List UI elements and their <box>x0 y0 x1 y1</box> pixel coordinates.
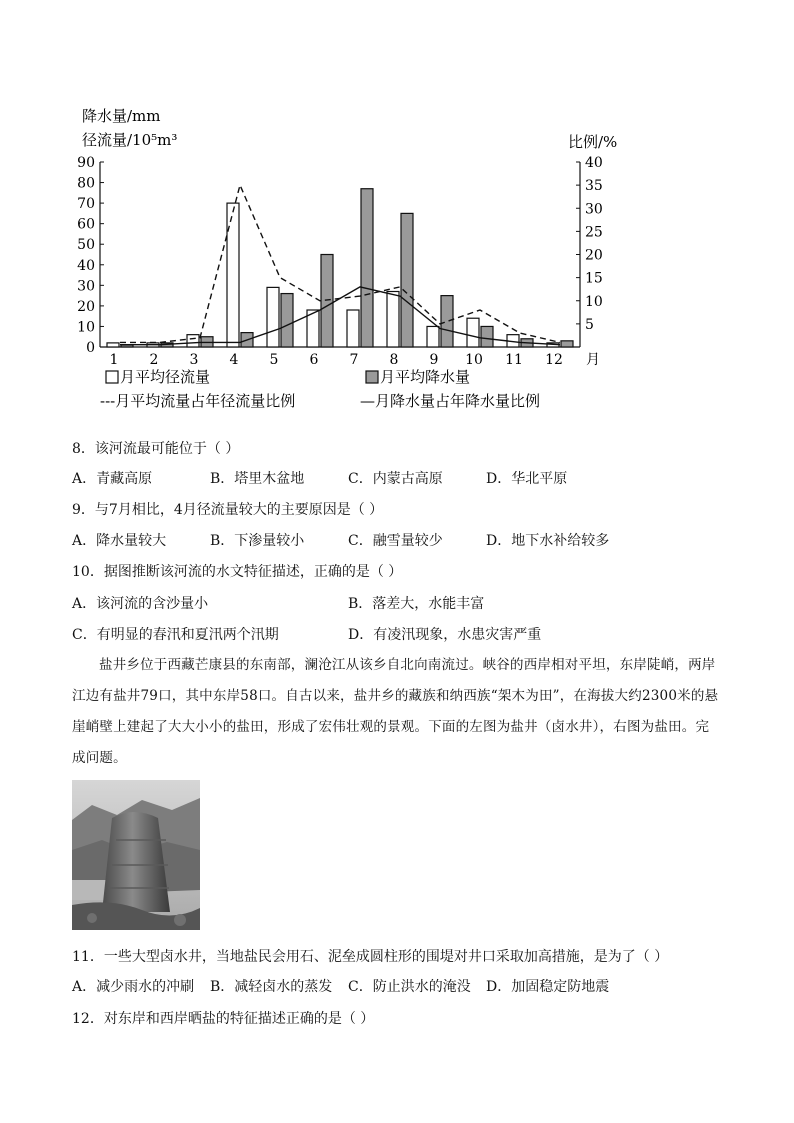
legend-hollow-bar-label: 月平均径流量 <box>120 368 211 386</box>
runoff-bar <box>107 343 119 347</box>
q11-option-a[interactable]: A．减少雨水的冲刷 <box>72 979 195 995</box>
runoff-ratio-line <box>120 185 560 342</box>
runoff-bar <box>467 318 479 347</box>
q8-option-c[interactable]: C．内蒙古高原 <box>348 471 443 487</box>
q9-option-a[interactable]: A．降水量较大 <box>72 533 167 549</box>
question-8-stem: 8．该河流最可能位于（ ） <box>72 441 240 457</box>
right-tick-label: 30 <box>585 201 603 218</box>
q8-option-b[interactable]: B．塔里木盆地 <box>210 471 305 487</box>
question-10-stem: 10．据图推断该河流的水文特征描述，正确的是（ ） <box>72 564 403 580</box>
x-tick-label: 5 <box>269 352 279 368</box>
right-tick-label: 35 <box>585 178 603 195</box>
q9-option-d[interactable]: D．地下水补给较多 <box>486 533 610 549</box>
q9-option-c[interactable]: C．融雪量较少 <box>348 533 443 549</box>
right-tick-label: 5 <box>585 316 594 333</box>
salt-well-photo <box>72 780 200 930</box>
precip-bar <box>401 213 413 347</box>
q11-option-b[interactable]: B．减轻卤水的蒸发 <box>210 979 333 995</box>
right-tick-label: 25 <box>585 224 603 241</box>
right-tick-label: 15 <box>585 270 603 287</box>
left-tick-label: 90 <box>77 155 95 171</box>
question-9-stem: 9．与7月相比，4月径流量较大的主要原因是（ ） <box>72 502 384 518</box>
q10-option-b[interactable]: B．落差大，水能丰富 <box>348 596 485 612</box>
runoff-bar <box>427 326 439 347</box>
precip-bar <box>481 326 493 347</box>
x-tick-label: 10 <box>465 352 483 368</box>
q9-option-b[interactable]: B．下渗量较小 <box>210 533 305 549</box>
right-tick-label: 10 <box>585 293 603 310</box>
x-tick-label: 11 <box>505 352 523 368</box>
q10-option-d[interactable]: D．有凌汛现象，水患灾害严重 <box>348 627 542 643</box>
legend-gray-bar-swatch <box>366 371 378 383</box>
q11-option-d[interactable]: D．加固稳定防地震 <box>486 979 610 995</box>
left-tick-label: 10 <box>77 319 95 336</box>
x-tick-label: 7 <box>349 352 359 368</box>
x-tick-label: 6 <box>309 352 319 368</box>
salt-well-passage: 盐井乡位于西藏芒康县的东南部，澜沧江从该乡自北向南流过。峡谷的西岸相对平坦，东岸陡峭，两岸江边有盐井79口，其中东岸58口。自古以来，盐井乡的藏族和纳西族“架木为田”，在海拔大约2300米的悬崖峭壁上建起了大大小小的盐田，形成了宏伟壮观的景观。下面的左图为盐井（卤水井），右图为盐田。完成问题。 <box>72 657 719 766</box>
x-tick-label: 12 <box>545 352 563 368</box>
left-axis-label-precip: 降水量/mm <box>82 107 161 125</box>
x-tick-label: 2 <box>149 352 159 368</box>
q8-option-a[interactable]: A．青藏高原 <box>72 471 153 487</box>
x-tick-label: 4 <box>229 352 239 368</box>
right-tick-label: 20 <box>585 247 603 264</box>
left-tick-label: 40 <box>77 257 95 274</box>
left-tick-label: 20 <box>77 298 95 315</box>
left-axis-label-runoff: 径流量/10⁵m³ <box>82 131 178 149</box>
x-tick-label: 8 <box>389 352 399 368</box>
runoff-bar <box>187 335 199 347</box>
precip-bar <box>321 255 333 348</box>
q11-option-c[interactable]: C．防止洪水的淹没 <box>348 979 471 995</box>
precip-bar <box>561 341 573 347</box>
legend-dashed-line-label: ---月平均流量占年径流量比例 <box>100 392 296 410</box>
precip-bar <box>281 294 293 347</box>
legend-solid-line-label: —月降水量占年降水量比例 <box>360 392 541 410</box>
right-axis-label: 比例/% <box>568 133 618 151</box>
left-tick-label: 0 <box>86 340 95 356</box>
left-tick-label: 60 <box>77 216 95 233</box>
q10-option-c[interactable]: C．有明显的春汛和夏汛两个汛期 <box>72 627 279 643</box>
precip-ratio-line <box>120 287 560 345</box>
question-11-stem: 11．一些大型卤水井，当地盐民会用石、泥垒成圆柱形的围堤对井口采取加高措施，是为了（ ） <box>72 949 669 965</box>
left-tick-label: 50 <box>77 237 95 254</box>
precip-bar <box>361 189 373 347</box>
runoff-bar <box>227 203 239 347</box>
x-axis-unit: 月 <box>586 352 600 368</box>
left-tick-label: 70 <box>77 196 95 213</box>
legend-hollow-bar-swatch <box>106 371 118 383</box>
left-tick-label: 30 <box>77 278 95 295</box>
right-tick-label: 40 <box>585 155 603 171</box>
left-tick-label: 80 <box>77 175 95 192</box>
x-tick-label: 9 <box>429 352 439 368</box>
x-tick-label: 1 <box>109 352 119 368</box>
runoff-bar <box>347 310 359 347</box>
runoff-bar <box>387 292 399 348</box>
legend-gray-bar-label: 月平均降水量 <box>380 368 471 386</box>
x-tick-label: 3 <box>189 352 199 368</box>
q10-option-a[interactable]: A．该河流的含沙量小 <box>72 596 209 612</box>
hydrology-chart <box>60 95 620 425</box>
salt-well-illustration <box>72 780 200 930</box>
runoff-bar <box>267 287 279 347</box>
precip-bar <box>441 296 453 347</box>
q8-option-d[interactable]: D．华北平原 <box>486 471 568 487</box>
question-12-stem: 12．对东岸和西岸晒盐的特征描述正确的是（ ） <box>72 1011 375 1027</box>
